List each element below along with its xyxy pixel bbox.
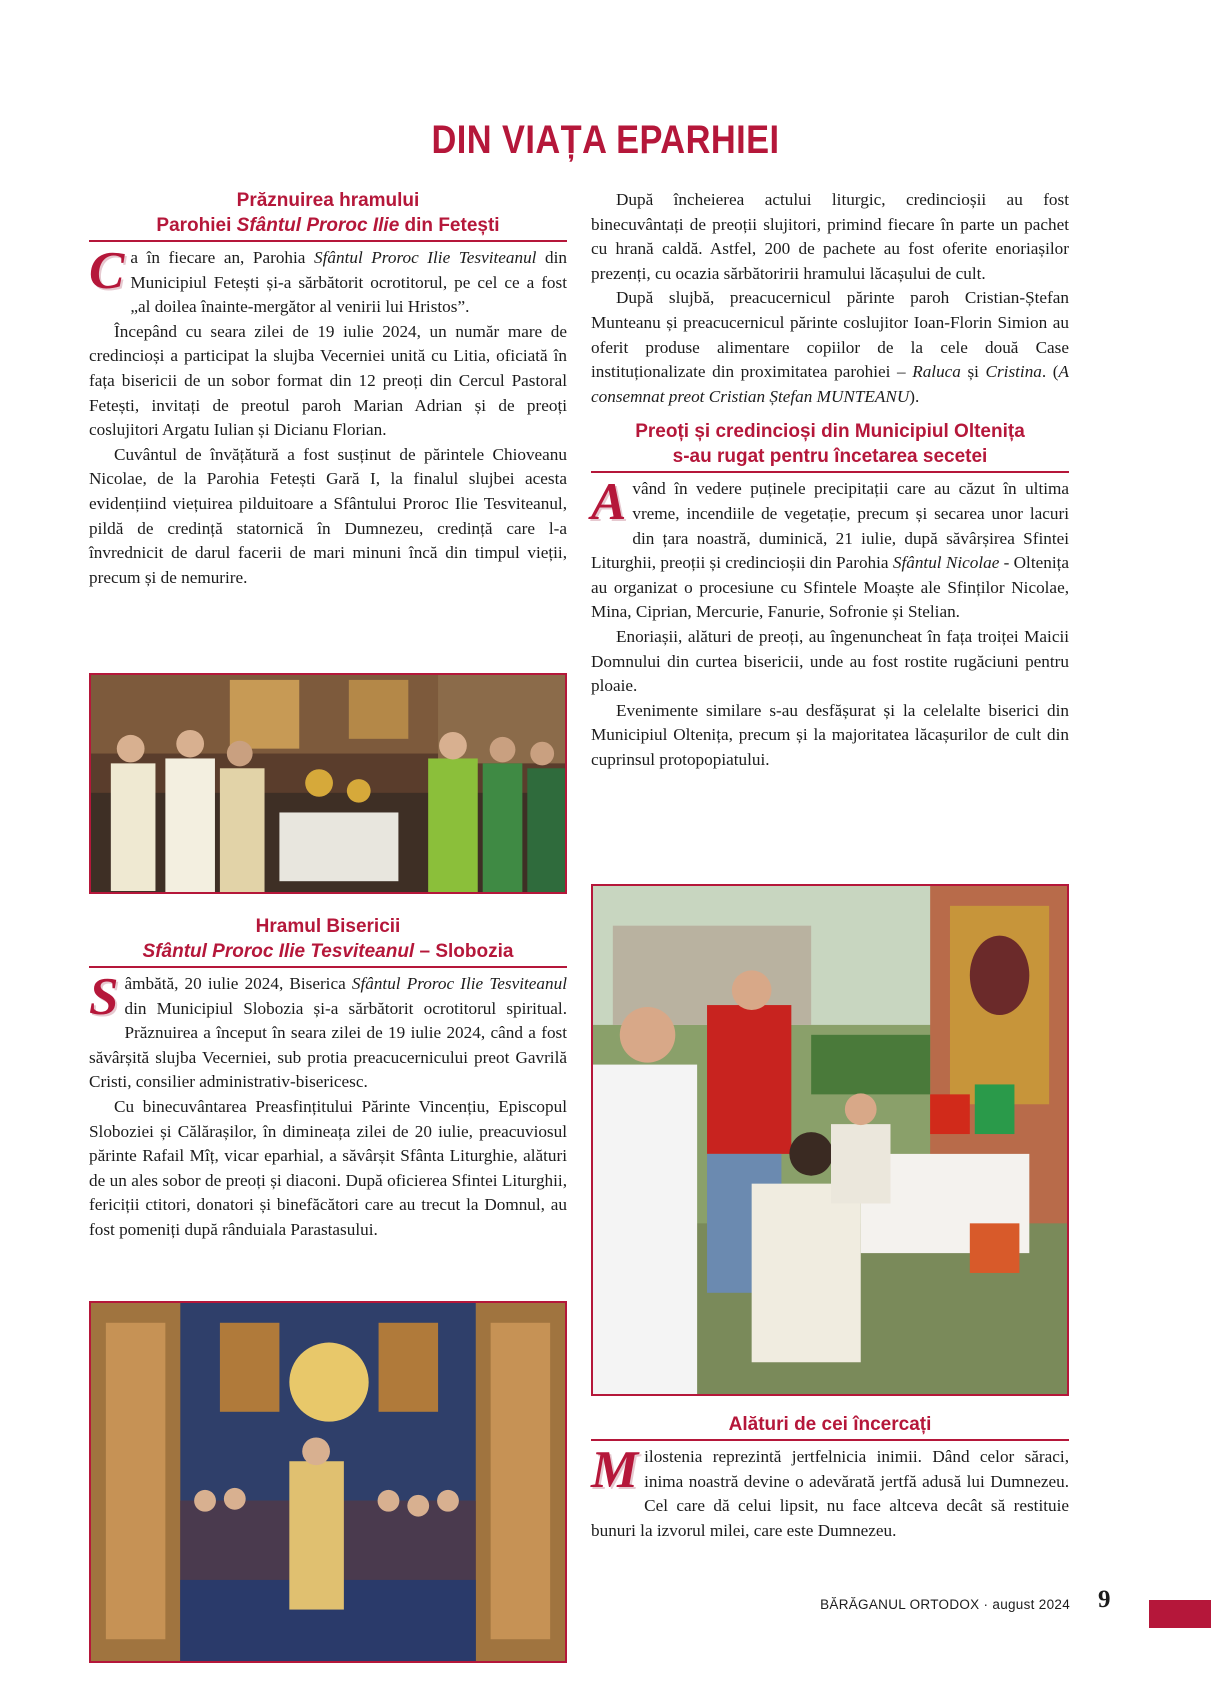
- issue-date: · august 2024: [979, 1597, 1070, 1612]
- article-oltenita-paragraph: Având în vedere puținele precipitații care au căzut în ultima vreme, incendiile de vegetație, precum și secarea unor lacuri din țara noastră, duminică, 21 iulie, după săvârșirea Sfintei Liturghii, preoții și credincioșii din Parohia Sfântul Nicolae - Oltenița au organizat o procesiune cu Sfintele Moaște ale Sfinților Nicolae, Mina, Ciprian, Mercurie, Fanurie, Sofronie și Stelian.: [591, 473, 1070, 622]
- article-slobozia-paragraph: Cu binecuvântarea Preasfințitului Părinte Vincențiu, Episcopul Sloboziei și Călărașilor, în dimineața zilei de 20 iulie, preacuviosul părinte Rafail Mîț, vicar eparhial, a săvârșit Sfânta Liturghie, alături de un ales sobor de preoți și diaconi. După oficierea Sfintei Liturghii, fericiții ctitori, donatori și binefăcători care au trecut la Domnul, au fost pomeniți după rânduiala Parastasului.: [89, 1096, 567, 1239]
- footer-magazine-line: [810, 1597, 1070, 1612]
- article-slobozia-paragraph: Sâmbătă, 20 iulie 2024, Biserica Sfântul Proroc Ilie Tesviteanul din Municipiul Slobozia și-a sărbătorit ocrotitorul spiritual. Prăznuirea a început în seara zilei de 19 iulie 2024, când a fost săvârșită slujba Vecerniei, sub protia preacucernicului preot Gavrilă Cristi, consilier administrativ-bisericesc.: [89, 968, 567, 1092]
- article-fetesti-continued-paragraph: După slujbă, preacucernicul părinte paroh Cristian-Ștefan Munteanu și preacucernicul părinte coslujitor Ioan-Florin Simion au oferit produse alimentare copiilor de la cele două Case instituționalizate din proximitatea parohiei – Raluca și Cristina. (A consemnat preot Cristian Ștefan MUNTEANU).: [591, 288, 1069, 406]
- photo-slobozia-church-interior: [89, 1301, 567, 1663]
- article-oltenita-title: Preoți și credincioși din Municipiul Oltenița s-au rugat pentru încetarea secetei: [591, 419, 1069, 473]
- article-charity-paragraph: Milostenia reprezintă jertfelnicia inimii. Dând celor săraci, inima noastră devine o adevărată jertfă adusă lui Dumnezeu. Cel care dă celui lipsit, nu face altceva decât să restituie bunuri la izvorul milei, care este Dumnezeu.: [591, 1441, 1069, 1540]
- article-oltenita: [591, 419, 1069, 772]
- page-number: 9: [1098, 1586, 1111, 1613]
- article-slobozia: [89, 914, 567, 1243]
- article-fetesti: [89, 188, 567, 590]
- drop-cap: M: [591, 1441, 639, 1499]
- article-fetesti-title: Prăznuirea hramului Parohiei Sfântul Proroc Ilie din Fetești: [89, 188, 567, 242]
- article-charity-title: Alături de cei încercați: [591, 1412, 1069, 1441]
- page-tab-marker: [1149, 1600, 1211, 1628]
- article-oltenita-paragraph: Evenimente similare s-au desfășurat și la celelalte biserici din Municipiul Oltenița, precum și la majoritatea lăcașurilor de cult din cuprinsul protopopiatului.: [591, 700, 1069, 769]
- article-slobozia-title: Hramul Bisericii Sfântul Proroc Ilie Tesviteanul – Slobozia: [89, 914, 567, 968]
- drop-cap: A: [591, 473, 627, 532]
- magazine-name: BĂRĂGANUL ORTODOX: [820, 1597, 980, 1612]
- photo-oltenita-prayer: [591, 884, 1069, 1396]
- page-title: DIN VIAȚA EPARHIEI: [431, 118, 780, 162]
- right-column: [591, 188, 1069, 772]
- article-fetesti-paragraph: Cuvântul de învățătură a fost susținut de părintele Chioveanu Nicolae, de la Parohia Fetești Gară I, la finalul slujbei acesta evidențiind viețuirea pilduitoare a Sfântului Proroc Ilie Tesviteanul, pildă de credință statornică în Dumnezeu, credință care l-a învrednicit de darul facerii de mari minuni încă din timpul vieții, precum și de nemurire.: [89, 444, 567, 587]
- article-fetesti-paragraph: Ca în fiecare an, Parohia Sfântul Proroc Ilie Tesviteanul din Municipiul Fetești și-a sărbătorit ocrotitorul, pe cel ce a fost „al doilea înainte-mergător al venirii lui Hristos”.: [89, 242, 567, 317]
- article-fetesti-paragraph: Începând cu seara zilei de 19 iulie 2024, un număr mare de credincioși a participat la slujba Vecerniei unită cu Litia, oficiată în fața bisericii de un sobor format din 12 preoți din Cercul Pastoral Fetești, invitați de preotul paroh Marian Adrian și de preoți coslujitori Argatu Iulian și Dicianu Florian.: [89, 321, 567, 440]
- article-oltenita-paragraph: Enoriașii, alături de preoți, au îngenuncheat în fața troiței Maicii Domnului din curtea bisericii, unde au fost rostite rugăciuni pentru ploaie.: [591, 626, 1069, 696]
- article-charity: [591, 1412, 1069, 1543]
- drop-cap: C: [89, 242, 125, 300]
- left-column: [89, 188, 567, 590]
- article-fetesti-continued-paragraph: După încheierea actului liturgic, credincioșii au fost binecuvântați de preoții slujitori, primind fiecare în parte un pachet cu hrană caldă. Astfel, 200 de pachete au fost oferite enoriașilor prezenți, cu ocazia sărbătoririi hramului lăcașului de cult.: [591, 190, 1069, 283]
- photo-fetesti-vespers: [89, 673, 567, 894]
- drop-cap: S: [89, 968, 119, 1026]
